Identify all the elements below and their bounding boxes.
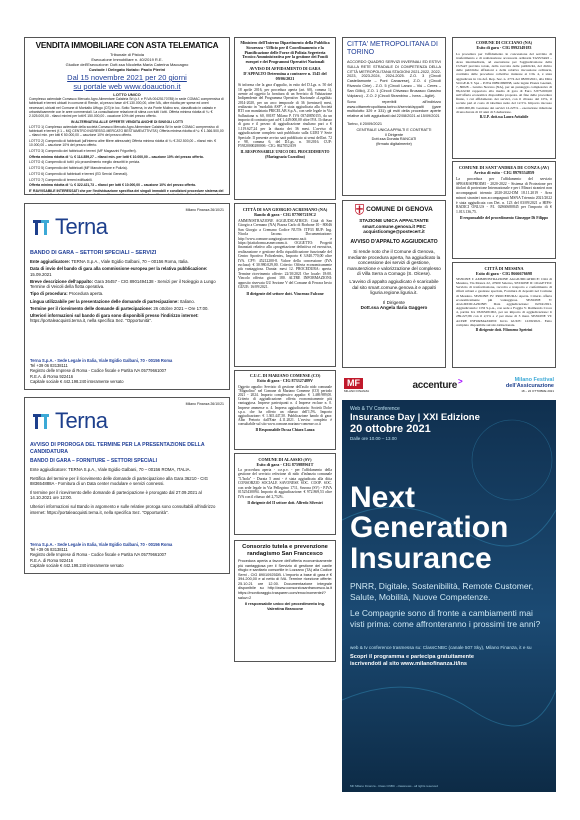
banner-day: Insurance Day | XXI Edizione [350, 412, 480, 423]
genova-crest-icon [355, 204, 364, 215]
asta-custodian: Custode / Delegato Notaio: Paolo Pierini [88, 67, 166, 72]
asta-lotto-item: Offerta minima ridotta di ¼: € 114.859,27 – rilanci min. per lotti € 10.000,00 – cauzione 10% del prezzo offerto. [29, 154, 204, 159]
comense-ad [234, 370, 336, 450]
acremano-ad [234, 203, 336, 367]
asta-title: VENDITA IMMOBILIARE CON ASTA TELEMATICA [35, 41, 219, 50]
cicciano-signoff: R.U.P. dott.ssa Laura Avitabile [479, 115, 529, 120]
santandrea-signoff: Il responsabile del procedimento Giuseppe Di Filippo [459, 216, 549, 221]
terna2-lines [30, 467, 224, 515]
ministero-title: Ministero dell'Interno Dipartimento della Pubblica Sicurezza - Ufficio per il Coordinamento e la Pianificazione delle Forze di Polizia Segreteria Tecnico Amministrativa per la gestione dei Fondi europei e dei Programmi Operativi Nazionali [240, 40, 330, 65]
acremano-body: AMMINISTRAZIONE AGGIUDICATRICE: Città di San Giorgio a Cremano (NA) Piazza Carlo di Borbone 10 - 80046 San Giorgio a Cremano Codice NUTS: ITF33 RUP: Ing. Nicola Iacono. Documentazione: http://www.comune.sangiorgioacremano.na.it e https://piattaforma.asmecomm.it. OGGETTO: Progetti finanziati relativo alla «progettazione definitiva ed esecutiva, realizzazione e gestione della riqualificazione funzionale del Centro Sportivo Polivalente», Importo € 3.840.770,00 oltre IVA. CPV: 45212200-8. Valore della concessione (IVA esclusa): € 30.980.029,00. Criterio: Offerta economicamente più vantaggiosa. Durata: mesi 12. PROCEDURA: aperta. Termine ricevimento offerte: 22/10/2021 Ore locale: 18:00. Vincolo offerta: giorni 180. ALTRE INFORMAZIONI: apposito riservata GU Sezione V del Comune di Ferrara Invio GUUE: 16/09/2021. [238, 219, 332, 290]
cicciano-title: COMUNE DI CICCIANO (NA) [475, 40, 533, 45]
comense-body: Oggetto appalto: Servizio di gestione dell'asilo nido comunale "Mignolino" nel Comune di Mariano Comense (CO) periodo 2021 - 2024. Importo complessivo appalto: € 1.469.989,00. Criterio di aggiudicazione: offerta economicamente più vantaggiosa. Imprese partecipanti n. 4 Imprese escluse n. 0. Imprese ammesse n. 4. Impresa aggiudicataria: Società Dolce s.p.a. che ha offerto un ribasso dell'1,5%. Importo aggiudicazione: € 1.365.447,50. Pubblicazione bando di gara: Albo Pretorio dall'Ente 4.11.2021. L'avviso completo è consultabile sul sito www.comune.mariano-comense.co.it [238, 384, 332, 427]
asta-body1: Complesso aziendale Comasco Mercato Agro Alimentare Calabria Srl (c.f. e P.IVA 00425170785) in sede COMAC comprensiva di fabbricati e terreni ubicati in comune di Rende, al prezzo base di € 130.000,00, oltre IVA, oltre ridotta per spese ed oneri necessari, ubicati nel Comune di Montalto Uffugo (CS) in loc. Sotto Taverna, in via Ponte Mulino snc, classificato in catasto e urbanisticamente con le aree commerciali. La consultazione relazione di stima con tutti i lotti. Offerta minima ridotta di ¼: € 2.025.000,00 - rilanci minimi per lotti € 150.000,00 - cauzione 10% del prezzo offerto. [29, 97, 224, 119]
asta-court: Tribunale di Pistoia [110, 52, 144, 57]
consorzio-title: Consorzio tutela e prevenzione randagismo San Francesco [242, 544, 328, 557]
messina-subtitle: Esito di gara - CIG 8666676698 [475, 271, 533, 276]
santandrea-title: COMUNE DI SANT'ANDREA DE CONZA (AV) [458, 165, 550, 170]
terna-lines [30, 259, 224, 324]
asta-body2: E' RAVVISABILE INTERESSATI che per l'individuazione specifica dei singoli immobili e condizioni procedure sistema del [29, 188, 224, 193]
terna2-footer: Terna S.p.A. - Sede Legale in Italia, Viale Egidio Galbani, 70 - 00156 Roma Tel +39 06 83138111 Registro delle Imprese di Roma - Codice fiscale e Partita IVA 05779661007 R.E.A. di Roma 922416 Capitale sociale € 442.198.240 interamente versato [30, 541, 173, 568]
messina-body: SEZIONE I: AMMINISTRAZIONE AGGIUDICATRICE: Città di Messina, Via Monza 22, 47900 Salerno, SEZIONE II: OGGETTO: Servizio di trasformazione, raccolta e trasporto e conferimento di rifiuti urbani e gestione speciale, Fornitura di depositi nel Comune di Messina. SEZIONE IV: PROCEDURA: Aperta. Criterio offerta economicamente più vantaggiosa. SEZIONE V: AGGIUDICAZIONE: Data aggiudicazione: 02/04/2021. Aggiudicatario: CNI S.p.A., con sede a Foggia V. Raimondo Croce 4, partita Iva 03265281002, per un importo di aggiudicazione: € 289.227,86 con il 2,5% e 2 per mese di 3 mesi. SEZIONE VI: ALTRE INFORMAZIONI: Invio GUUE: 12/09/2021. Esito completo disponibile sul sito istituzionale. [456, 277, 552, 327]
consorzio-ad [234, 540, 336, 662]
terna-footer: Terna S.p.A. - Sede Legale in Italia, Viale Egidio Galbani, 70 - 00156 Roma Tel +39 06 83138111 Registro delle Imprese di Roma - Codice fiscale e Partita IVA 05779661007 R.E.A. di Roma 922416 Capitale sociale € 442.198.240 interamente versato [30, 357, 173, 384]
comense-title: C.U.C. DI MARIANO COMENSE (CO) [249, 373, 321, 378]
banner-cta[interactable]: Scopri il programma e partecipa gratuitamente [350, 653, 475, 660]
asta-date-line: Dal 15 novembre 2021 per 20 giorni [67, 73, 187, 82]
terna2-sub: BANDO DI GARA – FORNITURE – SETTORI SPECIALI [30, 458, 157, 464]
consorzio-signoff: Il responsabile unico del procedimento Ing. Valentina Brancone [244, 601, 326, 611]
asta-lotti-list [29, 125, 225, 187]
metro-date: Torino, il 20/09/2021 [347, 121, 383, 127]
asta-lotto-item: Offerta minima ridotta di ¼: € 322.421,73 – rilanci per lotti € 10.000,00 – cauzione 10% del prezzo offerto. [29, 183, 197, 188]
brand-strip [342, 372, 556, 398]
ministero-subtitle: AVVISO DI AFFIDAMENTO DI GARA D'APPALTO Determina a contrarre n. 1545 del 09/06/2021 [243, 65, 327, 81]
terna-line: Lingua utilizzabile per la presentazione delle domande di partecipazione: Italiano. [30, 298, 196, 304]
mf-logo: MF MILANO FINANZA [344, 377, 370, 393]
terna-heading: BANDO DI GARA – SETTORI SPECIALI – SERVIZI [30, 250, 157, 256]
alassio-ad [234, 453, 336, 535]
banner-watch: web & tv conference trasmessa su: ClassCNBC (canale 507 Sky), Milano Finanza, it e su [350, 645, 532, 650]
asta-procedure: Esecuzione Immobiliare n. 40/2019 R.E. [91, 57, 163, 62]
genova-header: COMUNE DI GENOVA [347, 204, 441, 215]
messina-ad [452, 262, 556, 368]
terna-publication: Milano Finanza 26/10/21 [185, 208, 224, 212]
banner-topics: PNRR, Digitale, Sostenibilità, Remote Customer, Salute, Mobilità, Nuove Competenze. [350, 581, 534, 602]
banner-date: 20 ottobre 2021 [350, 423, 431, 435]
genova-sign: Il Dirigente Dott.ssa Angela Ilaria Gaggero [360, 299, 428, 311]
santandrea-ad [452, 161, 556, 259]
terna-logo [30, 214, 224, 240]
asta-lotto-item: LOTTO 7) Compendio di terreni edificabili. [29, 177, 93, 182]
alassio-body: La procedura aperta - o.e.p.v. - per l'affidamento della gestione del servizio refezione di nido d'infanzia comunale "L'Isola" - Durata 5 anni - è stata aggiudicata alla ditta CONSORZIO SOCIALE SAVONESE SOC. COOP. SOC. con sede legale in Via Pellegrino 1711, Savona (SV) - P.IVA 01525430094. Importo di aggiudicazione: € 972.869,53 oltre IVA con il ribasso del 2,752%. [238, 468, 332, 499]
ministero-body: Si informa che la gara d'appalto, in esito del D.Lgs. n. 50 del 18 aprile 2016, per procedura aperta (art. 60), comma 1), avente ad oggetto la fornitura di un Servizio di Valutazione Indipendente del Programma Operativo Nazionale «Legalità» 2014-2020, per un arco temporale di 36 (trentasei) mesi, realizzato in "modalità ASP", è stata aggiudicata alla Società RTI con mandataria PRICELAB S.p.A., con sede legale in Via Sallustiana n. 60, 00187 Milano P. IVA 03740850155, da un importo di contratto pari ad € 1.449.000,00 oltre IVA. Il ribasso di gara e il prezzo di aggiudicazione risultano pari a € 1.119.627,24 per la durata dei 36 mesi. L'avviso di aggiudicazione completo sarà pubblicato sulla GURI V Serie Speciale. Il presente avviso sarà pubblicato ai sensi dell'art. 72 e 98, comma 6, del D.Lgs. n. 50/2016. CUP: F59J20000280006 - CIG: 8627052A59 [238, 83, 332, 149]
accenture-logo: accenture > [412, 376, 463, 391]
alassio-title: COMUNE DI ALASSIO (SV) [258, 457, 312, 462]
insurance-day-banner [342, 400, 556, 792]
genova-body: Si rende noto che il Comune di Genova, mediante procedura aperta, ha aggiudicato la concessione dei servizi di gestione, manutenzione e valorizzazione del complesso di Villa Serra a Comago (S. Olcese). [347, 248, 441, 277]
asta-lotto-item: LOTTO 2) Compendio di fabbricati (all'interno altre filiere attrezzate) Offerta minima ridotta di ¼: € 202.500,00 – rilanci min. € 10.000,00 – cauzione 10% del prezzo offerto. [29, 139, 217, 148]
metro-torino-ad [342, 37, 446, 196]
asta-portal-line[interactable]: su portale web www.doauction.it [73, 82, 181, 91]
terna-logo-text: Terna [55, 214, 108, 239]
messina-title: CITTÀ DI MESSINA [484, 266, 524, 271]
terna-line: Breve descrizione dell'appalto: Gara 36457 - CIG 8901494138 - Servizi per il Noleggio a Lungo Termine di Veicoli della flotta operativa. [30, 278, 216, 290]
metro-body: ACCORDO QUADRO SERVIZI INVERNALI ED ESTIVI SULLA RETE STRADALE DI COMPETENZA DELLA CITTÀ METROPOLITANA STAGIONI 2021-2022, 2022-2023, 2023-2024, 2024-2025. Z.O. 3 (Circoli Castellamonte – Pont Canavese), Z.O. 4 (Circoli Rivarolo Cirie) - Z.O. 5 (Circoli Lanzo – Viù – Ceres – San Gillio), Z.O. 1 (Circoli Chivasso Brusasco Gassino Volpiano) - Z.O. 2 (Circoli Strambino – Ivrea – Agliè). [347, 60, 441, 98]
milano-festival-logo: Milano Festival dell'Assicurazione 18 – 22 OTTOBRE 2021 [505, 377, 554, 393]
terna2-line: Rettifica del termine per il ricevimento delle domande di partecipazione alla Gara 36210 - CIG 883654888A - Fornitura di un Data center modulare e servizi connessi. [30, 475, 208, 487]
cicciano-ad [452, 37, 556, 159]
consorzio-body: Procedura aperta a favore dell'offerta economicamente più vantaggiosa per il Servizio di gestione del canile rifugio e sanitario consortile in Lozzano (TA) alla Codice Semi - CIG 89010925DB. L'importo a base di gara è € 394.200,00 e al netto di IVA. Termine ricezione offerte: 25.10.21 ore 12.00. Documentazione integrale disponibile su http://www.consorziosanfrancesco.la.it https://monitoraggio.trasparen.com/enoc/nomentel/?saluz=2 [238, 559, 332, 600]
terna2-line: Il termine per il ricevimento delle domande di partecipazione è prorogato dal 27.09.2021 al 14.10.2021 ore 12:00. [30, 489, 202, 501]
terna2-logo [30, 408, 224, 434]
asta-lotto-item: LOTTO 4) Compendio di tutti i più procedimento meglio descritti in perizia. [29, 160, 141, 165]
genova-notice: AVVISO D'APPALTO AGGIUDICATO [350, 238, 438, 245]
terna-logo-icon [30, 410, 52, 432]
santandrea-subtitle: Avviso di esito - CIG 8979554859 [473, 170, 535, 175]
terna-line: Data di invio del bando di gara alla commissione europea per la relativa pubblicazione: 15.09.2021 [30, 266, 208, 277]
terna-line: Tipo di procedura: Procedura aperta. [30, 291, 104, 297]
messina-signoff: Il dirigente dott. Filomeno Spetrini [475, 328, 533, 333]
banner-cta-link[interactable]: iscrivendoti al sito www.milanofinanza.it/ins [350, 660, 467, 667]
terna-ad-bando [24, 203, 230, 390]
genova-station: STAZIONE UNICA APPALTANTE smart.comune.genova.it PEC acquisticomge@postecert.it [359, 218, 429, 235]
terna-line: Ente aggiudicatore: TERNA S.p.A., Viale Egidio Galbani, 70 – 00156 Roma, Italia. [30, 259, 189, 264]
alassio-subtitle: Esito di gara - CIG 875988961T [256, 462, 314, 467]
asta-sub: IN ALTERNATIVA ALLE OFFERTE VENDITA ANCHE DI SINGOLI LOTTI [71, 119, 183, 124]
asta-lotto-item: LOTTO 6) Compendio di fabbricati e terreni (ED Servizi Generali). [29, 171, 128, 176]
genova-body2: L'avviso di appalto aggiudicato è scaricabile dal sito smart.comune.genova.it e appalti liguria.regione.liguria.it. [349, 278, 439, 296]
alassio-signoff: Il dirigente del II settore dott. Alfredo Silvestri [247, 500, 323, 505]
ministero-signoff: IL RESPONSABILE UNICO DEL PROCEDIMENTO (Mariagrazia Cozzolino) [240, 150, 330, 159]
accenture-chevron-icon: > [457, 376, 463, 386]
terna-line: Ulteriori informazioni sul bando di gara sono disponibili presso l'indirizzo internet: https://portaleacquisti.terna.it, nella specifica Sez. "Opportunità". [30, 312, 199, 324]
banner-tag: Web & TV Conference [350, 406, 400, 412]
asta-lotto-item: LOTTO 5) Compendio dei fabbricati (MF Manutenzione e Pulizia). [29, 166, 128, 171]
terna2-line: Ente aggiudicatore: TERNA S.p.A., Viale Egidio Galbani, 70 – 00156 ROMA, ITALIA. [30, 467, 191, 472]
terna2-publication: Milano Finanza 26/10/21 [185, 402, 224, 406]
terna-logo-icon [30, 216, 52, 238]
metro-body2: Sono reperibili all'indirizzo www.cittametropolitana.torino.it/servizi/appalti (gare multiolotto 329 e 331) gli esiti della procedure aperte relative ai lotti aggiudicati dal 22/08/2021 al 15/09/2021 [347, 99, 441, 119]
terna2-line: Ulteriori informazioni sul Bando in argomento e sulle relative proroga sono consultabili all'indirizzo internet: https://portaleacquisti.terna.it, nella specifica Sez. "Opportunità". [30, 503, 216, 515]
asta-judge: Giudice dell'Esecuzione: Dott.ssa Nicoletta Maria Caterina Maccagno [65, 62, 189, 67]
banner-footer: MF Milano Finanza - Class CNBC - classnews - all rights reserved [350, 784, 438, 788]
terna-line: Termine per il ricevimento delle domande di partecipazione: 26 ottobre 2021 – Ore 17:00. [30, 305, 209, 311]
banner-tagline: Le Compagnie sono di fronte a cambiamenti mai visti prima: come affronteranno i prossimi tre anni? [350, 608, 541, 629]
acremano-subtitle: Bando di gara - CIG 877007219C2 [254, 212, 316, 217]
terna2-heading: AVVISO DI PROROGA DEL TERMINE PER LA PRESENTAZIONE DELLA CANDIDATURA [30, 442, 205, 455]
cicciano-body: La procedura per l'affidamento in concessione del servizio di trasferimento e di realizzazione accessoria ordinaria TASSTARI – Area intermediaria, ad esecuzione per l'aggiudicazione della CUSAT prevista totale, della raccolta delle pubblicità, del diritto delle pubbliche affissioni e della relativa riscossione ordinaria, costituita dalle procedure collettive riunione ai CIG 4, è stata aggiudicata in via def. Rep. Sez. n. 2774 del 08/08/2021, alla Ditta SO.GE.R.T. Spa – P.IVA 00891960838, sede legale Piazza Gaetani, 7, 80028 – Grumo Nevano (NA), per un punteggio complessivo di 86,222/40 rapportato alla media di gara di Euro 3.875.000,00 sull'offerta economica disponibile proposta. Al fine delle procedure finale, i cui affidamento dei servizi, con il ribasso del 10%, il sociale pari al costo di tabellare netto del 12.5%. Importo riscosso 1.000.000,00. Gestione dei servizi 12.225% – esecuzione riduzione di una durata di 10 anni di 3 deduzione. [456, 51, 552, 114]
asta-ad [24, 37, 230, 195]
banner-headline: Next Generation Insurance [350, 481, 509, 575]
metro-title: CITTA' METROPOLITANA DI TORINO [347, 41, 438, 56]
terna-ad-proroga [24, 397, 230, 574]
comense-subtitle: Esito di gara - CIG 873327489V [257, 377, 313, 383]
banner-time: Dalle ore 10.00 – 13.00 [350, 436, 397, 441]
metro-sign: CENTRALE UNICA APPALTI E CONTRATTI Il Dirigente Dott.ssa Donata RANCATI (firmato digitalmente) [356, 128, 432, 146]
santandrea-body: La procedura per l'affidamento del servizio SPRAR/SIPROIMI - 2020-2022 - Sistema di Protezione per titolari di protezione Internazionale e per i Minori stranieri non accompagnati triennio 2020-2022-DM 18.11.2019 - Area minori stranieri non accompagnati MSNA Triennio 2021/2022 è stata aggiudicata con Det. n. 123 del 03/09/2021 a HIPS-RADICI ONLUS - P.I. 02860680845 per l'importo di € 1.013.136,75. [456, 177, 552, 214]
acremano-signoff: Il dirigente del settore dott. Vincenzo Falcone [246, 290, 324, 296]
acremano-title: CITTÀ DI SAN GIORGIO ACREMANO (NA) [242, 207, 328, 212]
cicciano-subtitle: Esito di gara - CIG 8992349183 [476, 44, 532, 50]
terna2-logo-text: Terna [55, 408, 108, 433]
asta-lotto-item: LOTTO 1) Complesso aziendale della società Comasco Mercato Agro Alimentare Calabria Srl in sede COMAC comprensivo di fabbricati e terreni (f.1 – MQ CENTRO INGRESSO-MERCATO BESTIAME/ATTIVITA') Offerta minima ridotta di ¼: € 1.366.500,00 – rilanci min. per lotti € 50.000,00 – cauzione 10% del prezzo offerto. [29, 124, 224, 138]
asta-lotto-item: LOTTO 3) Compendio dei fabbricati e terreni (MF Magazzini Frigoriferi). [29, 149, 137, 153]
ministero-ad [234, 37, 336, 200]
asta-lotto: LOTTO UNICO [113, 92, 141, 97]
comense-signoff: Il Responsabile Dr.ssa Chiara Lanza [255, 428, 315, 433]
genova-ad [342, 200, 446, 368]
